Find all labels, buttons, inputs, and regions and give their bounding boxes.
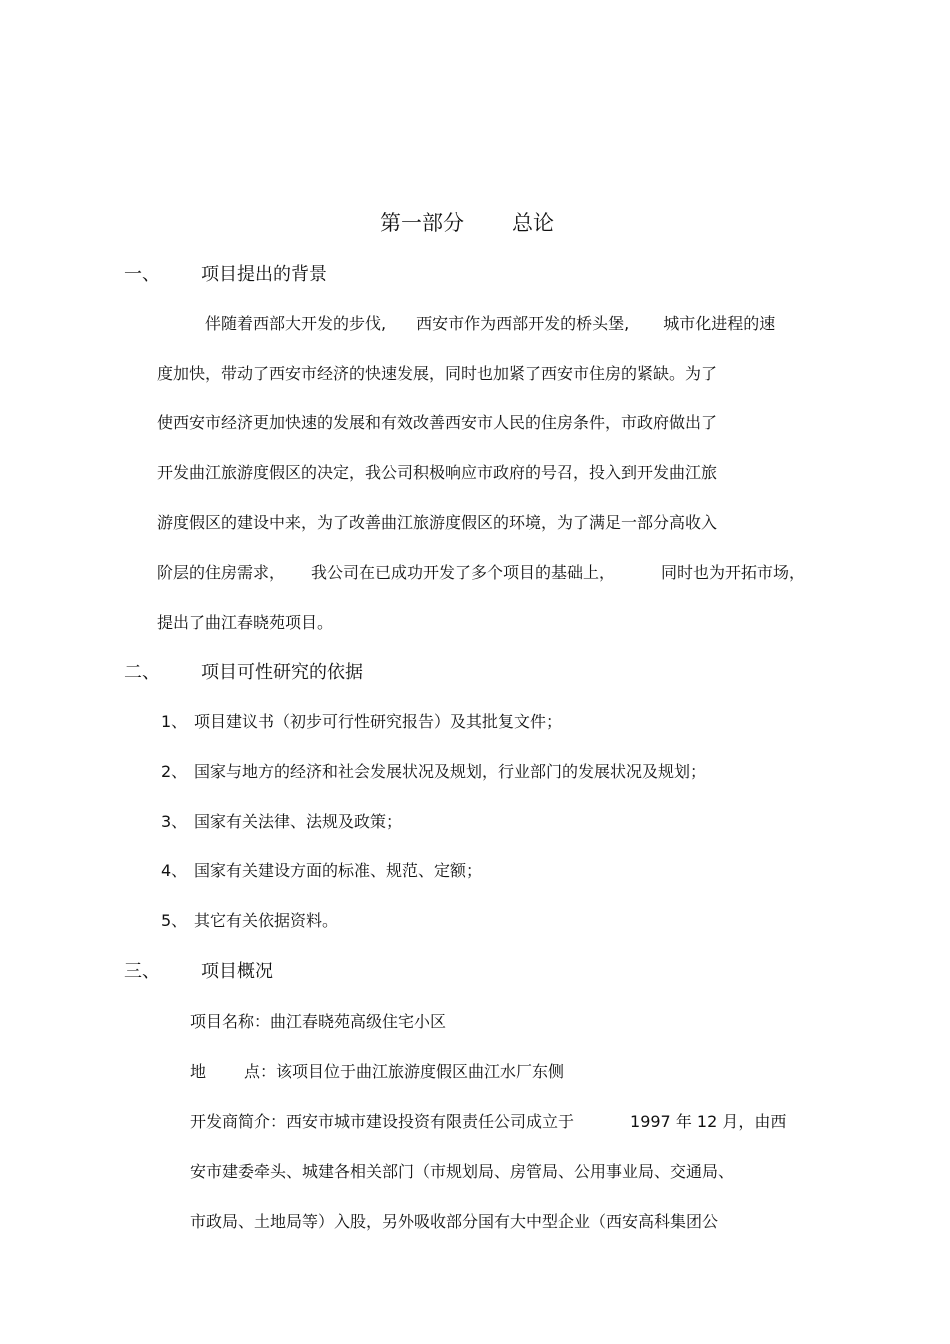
section-number: 一、 [124,264,160,285]
paragraph-line: 游度假区的建设中来，为了改善曲江旅游度假区的环境，为了满足一部分高收入 [157,513,718,532]
list-item-text: 国家有关法律、法规及政策； [194,812,403,831]
section-heading: 项目可性研究的依据 [201,662,363,683]
part-title-number: 第一部分 [380,211,464,235]
part-title [380,210,554,236]
list-item-text: 项目建议书（初步可行性研究报告）及其批复文件； [194,712,563,731]
list-item-text: 其它有关依据资料。 [194,911,339,930]
list-item-number: 5、 [161,911,188,930]
paragraph-line: 提出了曲江春晓苑项目。 [157,613,334,632]
list-item-number: 2、 [161,762,188,781]
list-item-text: 国家有关建设方面的标准、规范、定额； [194,861,483,880]
project-name-line: 项目名称：曲江春晓苑高级住宅小区 [190,1012,447,1031]
paragraph-line: 使西安市经济更加快速的发展和有效改善西安市人民的住房条件，市政府做出了 [157,413,718,432]
paragraph-line: 阶层的住房需求， 我公司在已成功开发了多个项目的基础上， 同时也为开拓市场， [157,563,806,582]
paragraph-line: 伴随着西部大开发的步伐, 西安市作为西部开发的桥头堡, 城市化进程的速 [205,314,776,333]
list-item-number: 4、 [161,861,188,880]
paragraph-line: 开发曲江旅游度假区的决定，我公司积极响应市政府的号召，投入到开发曲江旅 [157,463,718,482]
developer-line: 开发商简介：西安市城市建设投资有限责任公司成立于 1997 年 12 月，由西 [190,1112,787,1131]
developer-line: 市政局、土地局等）入股，另外吸收部分国有大中型企业（西安高科集团公 [190,1212,719,1231]
part-title-name: 总论 [512,211,554,235]
section-number: 二、 [124,662,160,683]
list-item-number: 1、 [161,712,188,731]
location-line: 地 点：该项目位于曲江旅游度假区曲江水厂东侧 [190,1062,565,1081]
developer-line: 安市建委牵头、城建各相关部门（市规划局、房管局、公用事业局、交通局、 [190,1162,735,1181]
section-heading: 项目提出的背景 [201,264,327,285]
paragraph-line: 度加快，带动了西安市经济的快速发展，同时也加紧了西安市住房的紧缺。为了 [157,364,718,383]
section-number: 三、 [124,961,160,982]
section-heading: 项目概况 [201,961,273,982]
list-item-text: 国家与地方的经济和社会发展状况及规划，行业部门的发展状况及规划； [194,762,707,781]
list-item-number: 3、 [161,812,188,831]
